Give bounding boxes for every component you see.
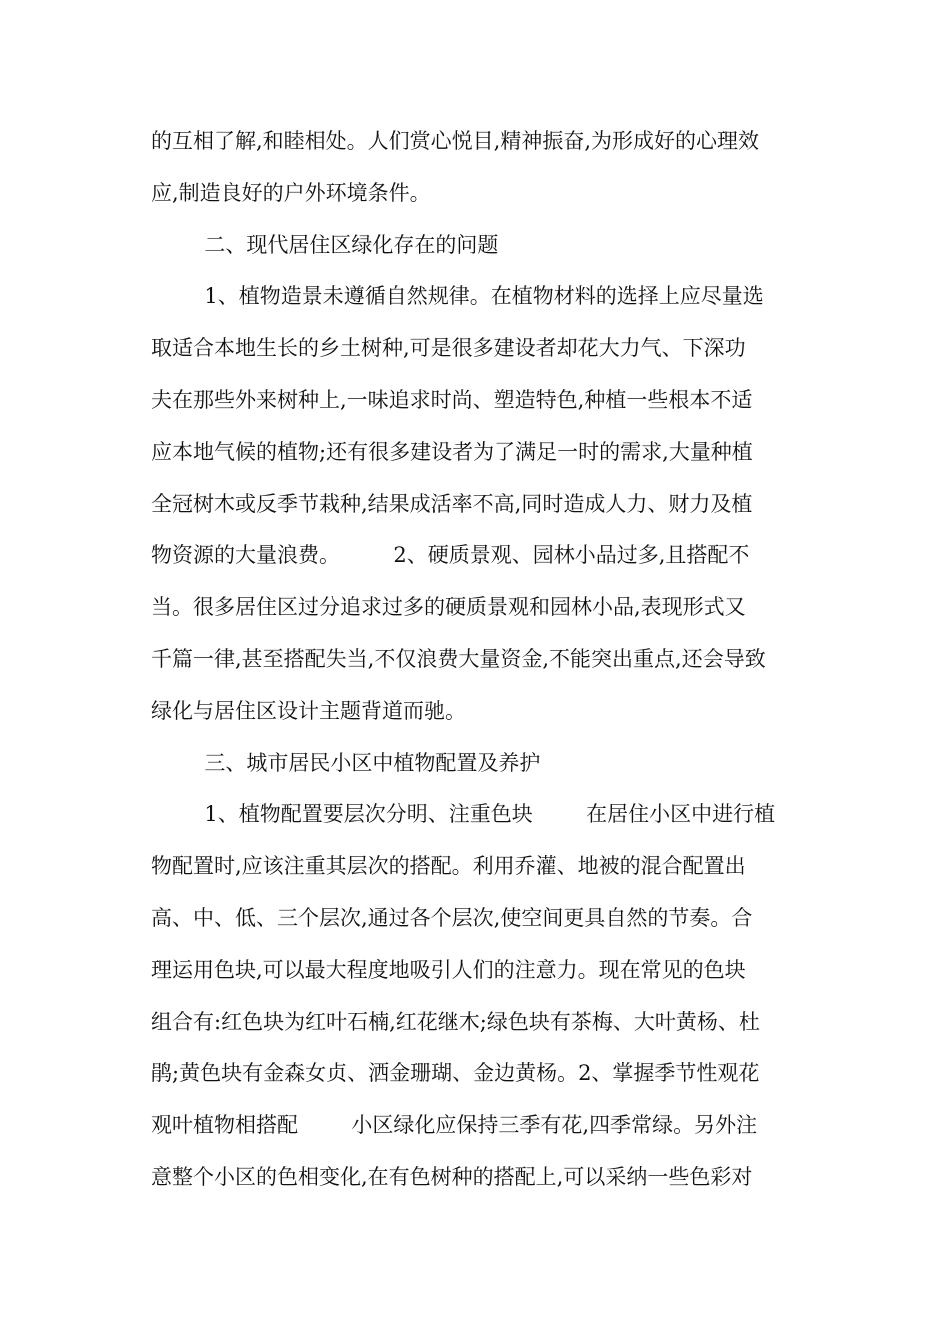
text-line: 应本地气候的植物;还有很多建设者为了满足一时的需求,大量种植 [151, 439, 753, 464]
text-line: 理运用色块,可以最大程度地吸引人们的注意力。现在常见的色块 [151, 957, 746, 982]
text-line: 的互相了解,和睦相处。人们赏心悦目,精神振奋,为形成好的心理效 [151, 129, 760, 153]
text-line: 夫在那些外来树种上,一味追求时尚、塑造特色,种植一些根本不适 [151, 387, 753, 412]
text-line: 组合有:红色块为红叶石楠,红花继木;绿色块有茶梅、大叶黄杨、杜 [151, 1009, 760, 1034]
section-heading: 二、现代居住区绿化存在的问题 [151, 232, 499, 257]
text-line: 鹃;黄色块有金森女贞、洒金珊瑚、金边黄杨。2、掌握季节性观花 [151, 1061, 760, 1086]
text-line: 应,制造良好的户外环境条件。 [151, 180, 431, 205]
section-heading: 三、城市居民小区中植物配置及养护 [151, 750, 541, 775]
text-line: 全冠树木或反季节栽种,结果成活率不高,同时造成人力、财力及植 [151, 491, 753, 516]
text-line: 物配置时,应该注重其层次的搭配。利用乔灌、地被的混合配置出 [151, 854, 746, 879]
text-line: 千篇一律,甚至搭配失当,不仅浪费大量资金,不能突出重点,还会导致 [151, 646, 766, 671]
text-line: 意整个小区的色相变化,在有色树种的搭配上,可以采纳一些色彩对 [151, 1164, 753, 1189]
text-line: 当。很多居住区过分追求过多的硬质景观和园林小品,表现形式又 [151, 595, 746, 620]
text-line: 物资源的大量浪费。 2、硬质景观、园林小品过多,且搭配不 [151, 543, 750, 568]
text-line: 1、植物造景未遵循自然规律。在植物材料的选择上应尽量选 [151, 284, 764, 309]
text-line: 取适合本地生长的乡土树种,可是很多建设者却花大力气、下深功 [151, 336, 746, 361]
text-line: 绿化与居住区设计主题背道而驰。 [151, 698, 466, 723]
text-line: 1、植物配置要层次分明、注重色块 在居住小区中进行植 [151, 802, 776, 827]
body-text [151, 116, 811, 1204]
text-line: 高、中、低、三个层次,通过各个层次,使空间更具自然的节奏。合 [151, 905, 753, 930]
text-line: 观叶植物相搭配 小区绿化应保持三季有花,四季常绿。另外注 [151, 1113, 758, 1138]
